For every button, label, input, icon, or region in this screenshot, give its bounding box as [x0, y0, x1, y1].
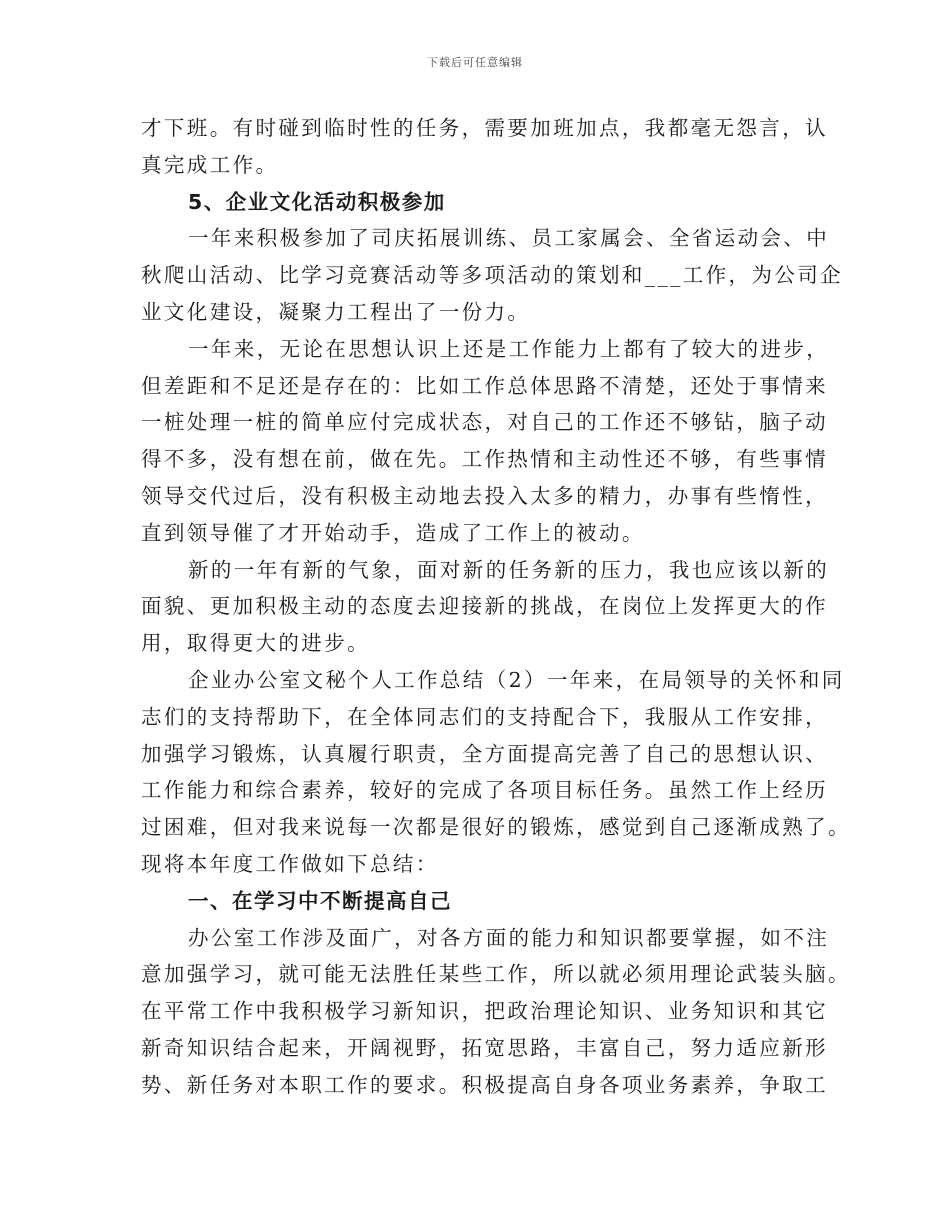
text-line: 加强学习锻炼，认真履行职责，全方面提高完善了自己的思想认识、 [141, 741, 828, 766]
document-body [141, 110, 851, 1104]
text-line: 但差距和不足还是存在的：比如工作总体思路不清楚，还处于事情来 [141, 373, 828, 398]
text-line: 过困难，但对我来说每一次都是很好的锻炼，感觉到自己逐渐成熟了。 [141, 815, 851, 840]
text-line: 真完成工作。 [141, 152, 279, 177]
text-line: 领导交代过后，没有积极主动地去投入太多的精力，办事有些惰性， [141, 483, 828, 508]
text-line: 势、新任务对本职工作的要求。积极提高自身各项业务素养，争取工 [141, 1072, 828, 1097]
text-line: 工作能力和综合素养，较好的完成了各项目标任务。虽然工作上经历 [141, 778, 828, 803]
text-line: 在平常工作中我积极学习新知识，把政治理论知识、业务知识和其它 [141, 999, 828, 1024]
section-heading: 一、在学习中不断提高自己 [188, 888, 452, 913]
text-line: 一年来，无论在思想认识上还是工作能力上都有了较大的进步， [188, 336, 830, 361]
text-line: 用，取得更大的进步。 [141, 631, 370, 656]
text-line: 一桩处理一桩的简单应付完成状态，对自己的工作还不够钻，脑子动 [141, 410, 828, 435]
text-line: 意加强学习，就可能无法胜任某些工作，所以就必须用理论武装头脑。 [141, 962, 851, 987]
text-line: 现将本年度工作做如下总结： [141, 851, 439, 876]
text-line: 秋爬山活动、比学习竞赛活动等多项活动的策划和___工作，为公司企 [141, 263, 844, 288]
text-line: 新的一年有新的气象，面对新的任务新的压力，我也应该以新的 [188, 557, 830, 582]
text-line: 一年来积极参加了司庆拓展训练、员工家属会、全省运动会、中 [188, 226, 830, 251]
page-header: 下载后可任意编辑 [427, 56, 523, 69]
text-line: 业文化建设，凝聚力工程出了一份力。 [141, 299, 531, 324]
text-line: 企业办公室文秘个人工作总结（2）一年来，在局领导的关怀和同 [188, 667, 845, 692]
text-line: 直到领导催了才开始动手，造成了工作上的被动。 [141, 520, 645, 545]
text-line: 得不多，没有想在前，做在先。工作热情和主动性还不够，有些事情 [141, 447, 828, 472]
text-line: 办公室工作涉及面广，对各方面的能力和知识都要掌握，如不注 [188, 925, 830, 950]
text-line: 面貌、更加积极主动的态度去迎接新的挑战，在岗位上发挥更大的作 [141, 594, 828, 619]
text-line: 才下班。有时碰到临时性的任务，需要加班加点，我都毫无怨言，认 [141, 116, 828, 140]
text-line: 新奇知识结合起来，开阔视野，拓宽思路，丰富自己，努力适应新形 [141, 1035, 828, 1060]
text-line: 志们的支持帮助下，在全体同志们的支持配合下，我服从工作安排， [141, 704, 828, 729]
section-heading: 5、企业文化活动积极参加 [188, 189, 446, 214]
